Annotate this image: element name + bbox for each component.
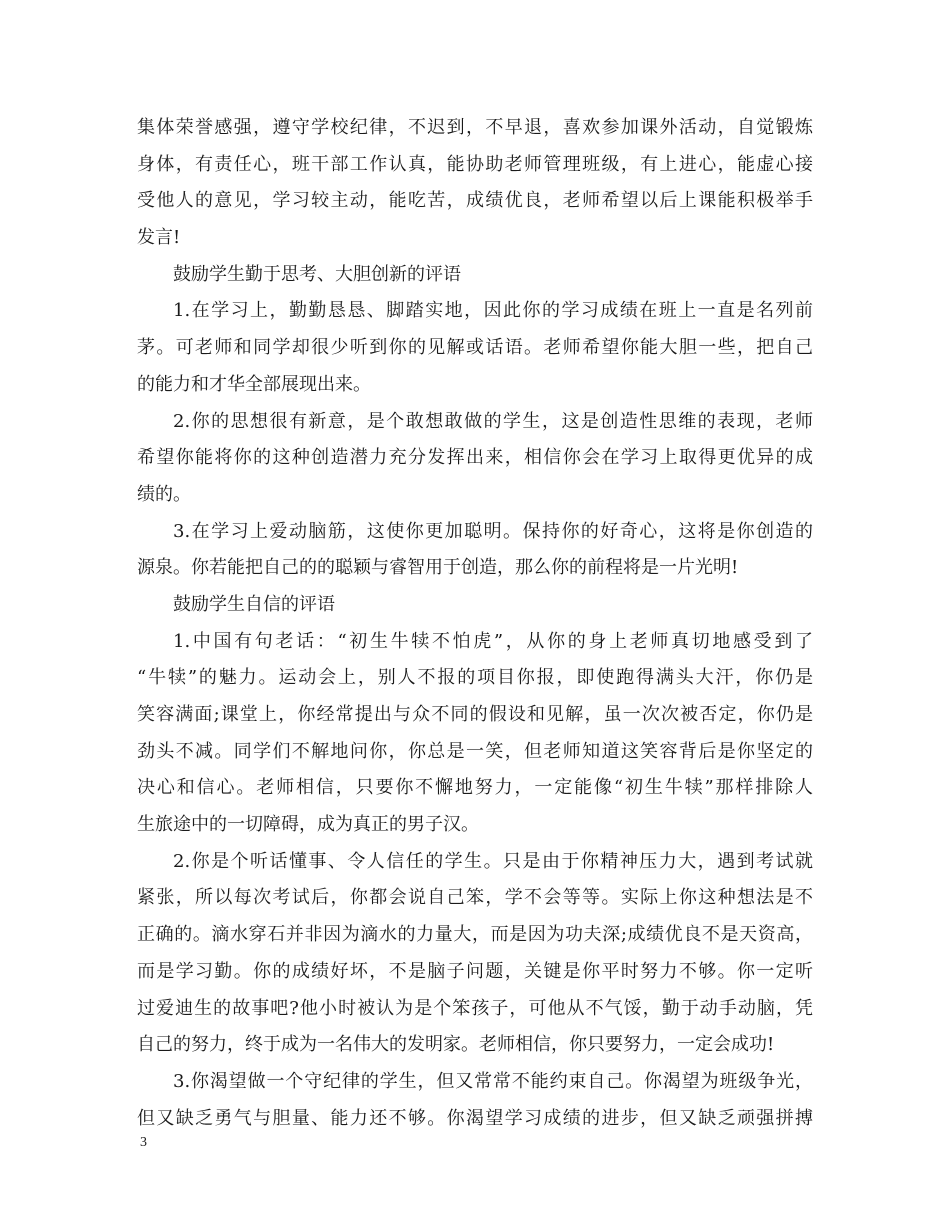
text-line: 2.你的思想很有新意，是个敢想敢做的学生，这是创造性思维的表现，老师 bbox=[173, 410, 813, 432]
text-line: 发言! bbox=[137, 227, 181, 249]
text-line: 受他人的意见，学习较主动，能吃苦，成绩优良，老师希望以后上课能积极举手 bbox=[137, 190, 813, 212]
text-line: 鼓励学生勤于思考、大胆创新的评语 bbox=[173, 263, 461, 285]
text-line: 鼓励学生自信的评语 bbox=[173, 593, 335, 615]
text-line: 身体，有责任心，班干部工作认真，能协助老师管理班级，有上进心，能虚心接 bbox=[137, 153, 813, 175]
text-line: 1.中国有句老话：“初生牛犊不怕虎”，从你的身上老师真切地感受到了 bbox=[173, 630, 813, 652]
text-line: 集体荣誉感强，遵守学校纪律，不迟到，不早退，喜欢参加课外活动，自觉锻炼 bbox=[137, 117, 813, 138]
text-line: 决心和信心。老师相信，只要你不懈地努力，一定能像“初生牛犊”那样排除人 bbox=[137, 777, 813, 799]
text-line: 笑容满面;课堂上，你经常提出与众不同的假设和见解，虽一次次被否定，你仍是 bbox=[137, 704, 813, 725]
text-line: 源泉。你若能把自己的的聪颖与睿智用于创造，那么你的前程将是一片光明! bbox=[137, 557, 739, 579]
page-number: 3 bbox=[140, 1135, 147, 1150]
text-line: 希望你能将你的这种创造潜力充分发挥出来，相信你会在学习上取得更优异的成 bbox=[137, 447, 813, 469]
text-line: 1.在学习上，勤勤恳恳、脚踏实地，因此你的学习成绩在班上一直是名列前 bbox=[173, 300, 813, 322]
text-line: 紧张，所以每次考试后，你都会说自己笨，学不会等等。实际上你这种想法是不 bbox=[137, 887, 813, 909]
text-line: “牛犊”的魅力。运动会上，别人不报的项目你报，即使跑得满头大汗，你仍是 bbox=[137, 667, 813, 689]
text-line: 3.在学习上爱动脑筋，这使你更加聪明。保持你的好奇心，这将是你创造的 bbox=[173, 520, 813, 542]
text-line: 劲头不减。同学们不解地问你，你总是一笑，但老师知道这笑容背后是你坚定的 bbox=[137, 740, 813, 762]
text-line: 生旅途中的一切障碍，成为真正的男子汉。 bbox=[137, 814, 479, 836]
text-line: 茅。可老师和同学却很少听到你的见解或话语。老师希望你能大胆一些，把自己 bbox=[137, 337, 813, 359]
text-line: 但又缺乏勇气与胆量、能力还不够。你渴望学习成绩的进步，但又缺乏顽强拼搏 bbox=[137, 1107, 813, 1129]
text-line: 过爱迪生的故事吧?他小时被认为是个笨孩子，可他从不气馁，勤于动手动脑，凭 bbox=[137, 997, 813, 1019]
body-text bbox=[137, 110, 813, 1137]
text-line: 正确的。滴水穿石并非因为滴水的力量大，而是因为功夫深;成绩优良不是天资高， bbox=[137, 924, 813, 946]
text-line: 而是学习勤。你的成绩好坏，不是脑子问题，关键是你平时努力不够。你一定听 bbox=[137, 960, 813, 982]
text-line: 3.你渴望做一个守纪律的学生，但又常常不能约束自己。你渴望为班级争光， bbox=[173, 1070, 813, 1092]
text-line: 的能力和才华全部展现出来。 bbox=[137, 373, 371, 395]
text-line: 绩的。 bbox=[137, 483, 191, 505]
text-line: 自己的努力，终于成为一名伟大的发明家。老师相信，你只要努力，一定会成功! bbox=[137, 1034, 775, 1056]
text-line: 2.你是个听话懂事、令人信任的学生。只是由于你精神压力大，遇到考试就 bbox=[173, 850, 813, 872]
